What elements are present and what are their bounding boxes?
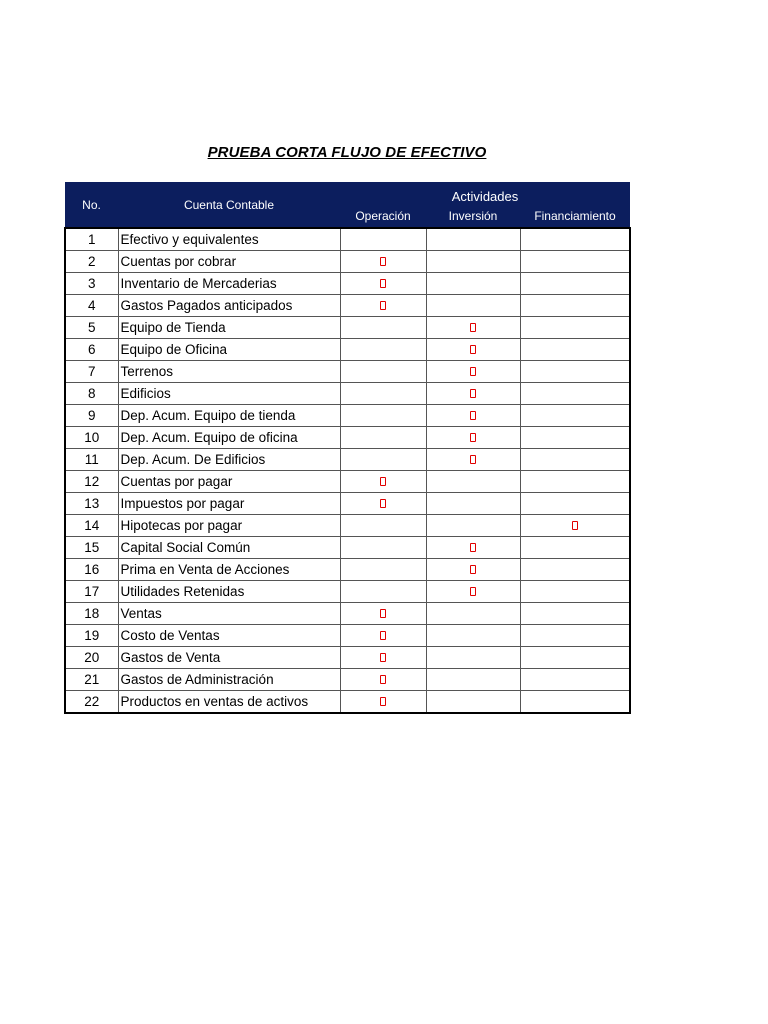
table-row (65, 647, 630, 669)
row-number: 15 (65, 537, 118, 559)
cell-financiamiento (520, 603, 630, 625)
checkbox-mark-icon (380, 499, 386, 508)
cell-financiamiento (520, 228, 630, 251)
checkbox-mark-icon (470, 411, 476, 420)
row-number: 11 (65, 449, 118, 471)
account-name: Gastos Pagados anticipados (118, 295, 340, 317)
table-row (65, 295, 630, 317)
table-row (65, 603, 630, 625)
row-number: 7 (65, 361, 118, 383)
cell-operacion (340, 691, 426, 714)
account-name: Costo de Ventas (118, 625, 340, 647)
row-number: 21 (65, 669, 118, 691)
cell-financiamiento (520, 691, 630, 714)
table-row (65, 273, 630, 295)
cell-operacion (340, 251, 426, 273)
cell-inversion (426, 317, 520, 339)
cell-operacion (340, 493, 426, 515)
row-number: 17 (65, 581, 118, 603)
cell-inversion (426, 603, 520, 625)
account-name: Capital Social Común (118, 537, 340, 559)
table-row (65, 625, 630, 647)
cell-inversion (426, 228, 520, 251)
cell-financiamiento (520, 449, 630, 471)
table-row (65, 669, 630, 691)
checkbox-mark-icon (380, 477, 386, 486)
checkbox-mark-icon (470, 345, 476, 354)
cell-operacion (340, 515, 426, 537)
header-activities: Actividades (340, 182, 630, 205)
table-row (65, 581, 630, 603)
checkbox-mark-icon (380, 631, 386, 640)
table-row (65, 383, 630, 405)
cell-inversion (426, 647, 520, 669)
cell-operacion (340, 537, 426, 559)
account-name: Cuentas por pagar (118, 471, 340, 493)
cash-flow-table (64, 182, 631, 714)
row-number: 1 (65, 228, 118, 251)
account-name: Edificios (118, 383, 340, 405)
cell-financiamiento (520, 295, 630, 317)
cell-financiamiento (520, 405, 630, 427)
header-financiamiento: Financiamiento (520, 205, 630, 228)
cell-financiamiento (520, 537, 630, 559)
account-name: Impuestos por pagar (118, 493, 340, 515)
document-title: PRUEBA CORTA FLUJO DE EFECTIVO (207, 144, 487, 161)
cell-operacion (340, 471, 426, 493)
cell-financiamiento (520, 427, 630, 449)
row-number: 20 (65, 647, 118, 669)
cell-inversion (426, 295, 520, 317)
checkbox-mark-icon (380, 609, 386, 618)
checkbox-mark-icon (380, 301, 386, 310)
checkbox-mark-icon (470, 367, 476, 376)
cell-operacion (340, 625, 426, 647)
cell-inversion (426, 581, 520, 603)
cell-operacion (340, 383, 426, 405)
cell-financiamiento (520, 317, 630, 339)
checkbox-mark-icon (470, 389, 476, 398)
account-name: Hipotecas por pagar (118, 515, 340, 537)
header-no: No. (65, 182, 118, 228)
table-row (65, 317, 630, 339)
row-number: 6 (65, 339, 118, 361)
table-row (65, 559, 630, 581)
cell-inversion (426, 559, 520, 581)
row-number: 4 (65, 295, 118, 317)
table-row (65, 537, 630, 559)
cell-financiamiento (520, 669, 630, 691)
row-number: 9 (65, 405, 118, 427)
row-number: 16 (65, 559, 118, 581)
cell-financiamiento (520, 339, 630, 361)
account-name: Dep. Acum. Equipo de tienda (118, 405, 340, 427)
checkbox-mark-icon (380, 279, 386, 288)
checkbox-mark-icon (470, 587, 476, 596)
cell-operacion (340, 603, 426, 625)
row-number: 8 (65, 383, 118, 405)
account-name: Efectivo y equivalentes (118, 228, 340, 251)
cell-inversion (426, 471, 520, 493)
cell-operacion (340, 405, 426, 427)
header-inversion: Inversión (426, 205, 520, 228)
cell-operacion (340, 647, 426, 669)
table-row (65, 515, 630, 537)
table-row (65, 691, 630, 714)
cell-inversion (426, 383, 520, 405)
cell-inversion (426, 405, 520, 427)
cell-operacion (340, 228, 426, 251)
account-name: Prima en Venta de Acciones (118, 559, 340, 581)
account-name: Dep. Acum. Equipo de oficina (118, 427, 340, 449)
row-number: 13 (65, 493, 118, 515)
account-name: Dep. Acum. De Edificios (118, 449, 340, 471)
checkbox-mark-icon (470, 543, 476, 552)
cell-financiamiento (520, 559, 630, 581)
cell-financiamiento (520, 581, 630, 603)
cell-inversion (426, 515, 520, 537)
cell-operacion (340, 581, 426, 603)
table-row (65, 228, 630, 251)
cell-inversion (426, 251, 520, 273)
checkbox-mark-icon (380, 257, 386, 266)
checkbox-mark-icon (380, 697, 386, 706)
cell-financiamiento (520, 273, 630, 295)
table-row (65, 405, 630, 427)
row-number: 19 (65, 625, 118, 647)
account-name: Inventario de Mercaderias (118, 273, 340, 295)
account-name: Cuentas por cobrar (118, 251, 340, 273)
checkbox-mark-icon (470, 565, 476, 574)
cell-inversion (426, 427, 520, 449)
account-name: Productos en ventas de activos (118, 691, 340, 714)
checkbox-mark-icon (572, 521, 578, 530)
account-name: Utilidades Retenidas (118, 581, 340, 603)
cell-operacion (340, 449, 426, 471)
row-number: 3 (65, 273, 118, 295)
row-number: 14 (65, 515, 118, 537)
cell-inversion (426, 273, 520, 295)
cell-financiamiento (520, 625, 630, 647)
account-name: Terrenos (118, 361, 340, 383)
table-row (65, 449, 630, 471)
row-number: 22 (65, 691, 118, 714)
account-name: Ventas (118, 603, 340, 625)
header-operacion: Operación (340, 205, 426, 228)
table-body (65, 228, 630, 713)
checkbox-mark-icon (470, 455, 476, 464)
row-number: 10 (65, 427, 118, 449)
cell-financiamiento (520, 647, 630, 669)
table-row (65, 471, 630, 493)
cell-operacion (340, 559, 426, 581)
row-number: 12 (65, 471, 118, 493)
row-number: 18 (65, 603, 118, 625)
table-row (65, 339, 630, 361)
account-name: Gastos de Venta (118, 647, 340, 669)
cell-inversion (426, 537, 520, 559)
cell-financiamiento (520, 383, 630, 405)
table-header (65, 182, 630, 228)
header-account: Cuenta Contable (118, 182, 340, 228)
cell-inversion (426, 691, 520, 714)
row-number: 5 (65, 317, 118, 339)
table-row (65, 361, 630, 383)
cell-operacion (340, 339, 426, 361)
cell-operacion (340, 295, 426, 317)
cell-operacion (340, 317, 426, 339)
table-row (65, 427, 630, 449)
row-number: 2 (65, 251, 118, 273)
cell-inversion (426, 339, 520, 361)
cell-operacion (340, 361, 426, 383)
account-name: Equipo de Oficina (118, 339, 340, 361)
table-row (65, 251, 630, 273)
account-name: Gastos de Administración (118, 669, 340, 691)
cell-operacion (340, 273, 426, 295)
checkbox-mark-icon (380, 653, 386, 662)
cell-inversion (426, 493, 520, 515)
cell-inversion (426, 361, 520, 383)
cell-operacion (340, 669, 426, 691)
cell-financiamiento (520, 515, 630, 537)
cell-financiamiento (520, 493, 630, 515)
account-name: Equipo de Tienda (118, 317, 340, 339)
cell-inversion (426, 669, 520, 691)
cell-inversion (426, 449, 520, 471)
cell-operacion (340, 427, 426, 449)
cell-financiamiento (520, 361, 630, 383)
cell-financiamiento (520, 471, 630, 493)
table-row (65, 493, 630, 515)
checkbox-mark-icon (470, 433, 476, 442)
cell-financiamiento (520, 251, 630, 273)
checkbox-mark-icon (470, 323, 476, 332)
cell-inversion (426, 625, 520, 647)
checkbox-mark-icon (380, 675, 386, 684)
